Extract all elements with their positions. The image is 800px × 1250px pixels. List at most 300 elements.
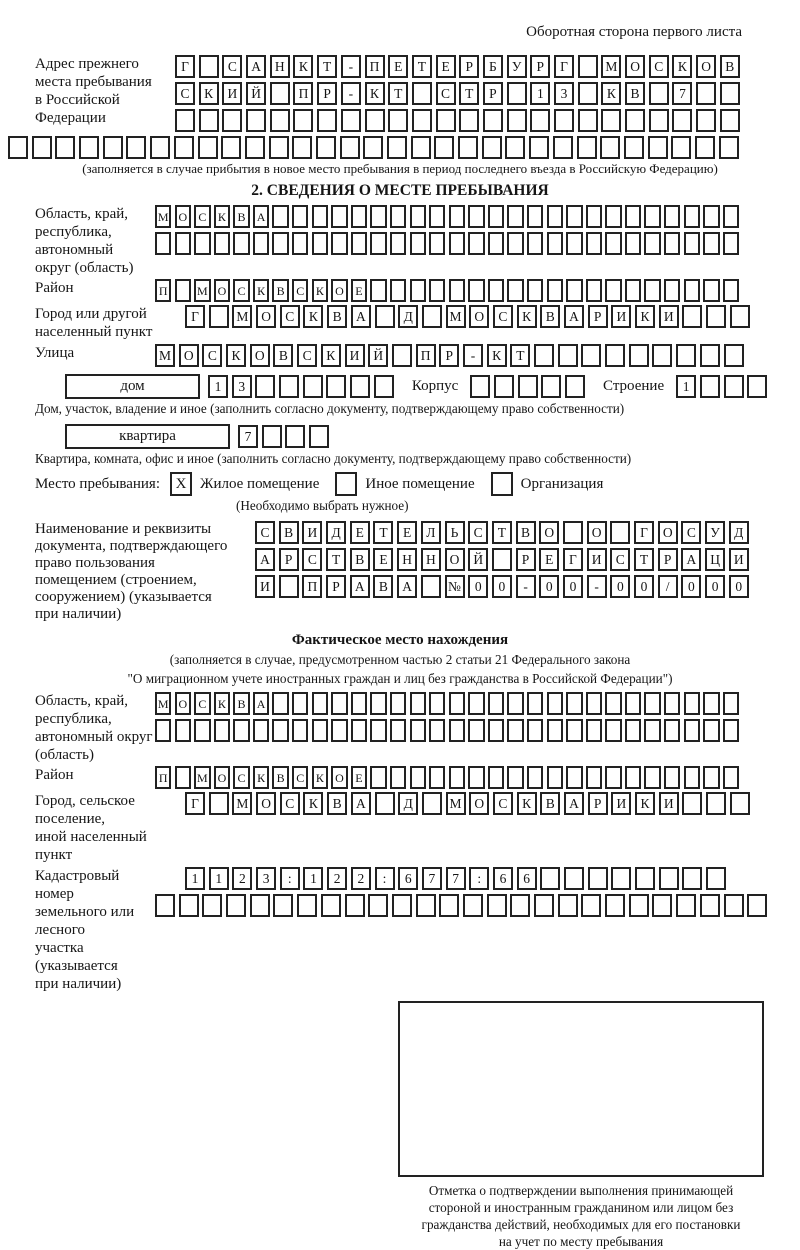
char-box[interactable] bbox=[720, 109, 740, 132]
char-box[interactable] bbox=[527, 719, 543, 742]
char-box[interactable] bbox=[547, 232, 563, 255]
char-box[interactable]: Т bbox=[492, 521, 512, 544]
char-box[interactable]: О bbox=[331, 766, 347, 789]
char-box[interactable] bbox=[605, 232, 621, 255]
char-box[interactable]: Д bbox=[398, 305, 418, 328]
char-box[interactable]: П bbox=[365, 55, 385, 78]
char-box[interactable]: К bbox=[312, 766, 328, 789]
char-box[interactable] bbox=[723, 205, 739, 228]
char-box[interactable]: 3 bbox=[554, 82, 574, 105]
char-box[interactable]: В bbox=[272, 766, 288, 789]
char-box[interactable]: Е bbox=[351, 766, 367, 789]
char-box[interactable]: Т bbox=[373, 521, 393, 544]
char-box[interactable] bbox=[209, 792, 229, 815]
char-box[interactable] bbox=[363, 136, 383, 159]
char-box[interactable] bbox=[724, 894, 744, 917]
char-box[interactable] bbox=[566, 766, 582, 789]
char-box[interactable] bbox=[317, 109, 337, 132]
char-box[interactable] bbox=[351, 205, 367, 228]
char-box[interactable] bbox=[558, 344, 578, 367]
char-box[interactable] bbox=[581, 894, 601, 917]
oblast-row-2[interactable] bbox=[155, 232, 739, 255]
char-box[interactable] bbox=[429, 279, 445, 302]
char-box[interactable]: К bbox=[672, 55, 692, 78]
char-box[interactable] bbox=[326, 375, 346, 398]
char-box[interactable]: С bbox=[610, 548, 630, 571]
char-box[interactable] bbox=[547, 719, 563, 742]
char-box[interactable]: К bbox=[312, 279, 328, 302]
char-box[interactable]: : bbox=[280, 867, 300, 890]
fact-oblast-row-2[interactable] bbox=[155, 719, 739, 742]
char-box[interactable]: С bbox=[194, 692, 210, 715]
char-box[interactable]: Р bbox=[439, 344, 459, 367]
char-box[interactable]: К bbox=[635, 792, 655, 815]
char-box[interactable] bbox=[468, 232, 484, 255]
char-box[interactable] bbox=[126, 136, 146, 159]
char-box[interactable] bbox=[412, 109, 432, 132]
char-box[interactable]: Е bbox=[350, 521, 370, 544]
char-box[interactable] bbox=[664, 692, 680, 715]
ulitsa-row[interactable] bbox=[155, 344, 744, 367]
char-box[interactable]: К bbox=[226, 344, 246, 367]
char-box[interactable] bbox=[527, 279, 543, 302]
char-box[interactable]: М bbox=[232, 305, 252, 328]
char-box[interactable] bbox=[463, 894, 483, 917]
char-box[interactable]: Г bbox=[185, 305, 205, 328]
char-box[interactable]: И bbox=[587, 548, 607, 571]
char-box[interactable] bbox=[79, 136, 99, 159]
char-box[interactable] bbox=[312, 719, 328, 742]
char-box[interactable]: В bbox=[273, 344, 293, 367]
char-box[interactable] bbox=[534, 894, 554, 917]
char-box[interactable] bbox=[720, 82, 740, 105]
char-box[interactable]: К bbox=[253, 279, 269, 302]
char-box[interactable] bbox=[507, 719, 523, 742]
char-box[interactable] bbox=[255, 375, 275, 398]
char-box[interactable]: С bbox=[493, 792, 513, 815]
char-box[interactable] bbox=[625, 719, 641, 742]
char-box[interactable] bbox=[449, 279, 465, 302]
char-box[interactable] bbox=[488, 232, 504, 255]
char-box[interactable] bbox=[246, 109, 266, 132]
char-box[interactable]: А bbox=[351, 792, 371, 815]
char-box[interactable] bbox=[439, 894, 459, 917]
char-box[interactable] bbox=[390, 232, 406, 255]
char-box[interactable] bbox=[605, 719, 621, 742]
char-box[interactable] bbox=[529, 136, 549, 159]
char-box[interactable]: И bbox=[255, 575, 275, 598]
oblast-row-1[interactable] bbox=[155, 205, 739, 228]
char-box[interactable]: С bbox=[468, 521, 488, 544]
char-box[interactable] bbox=[672, 109, 692, 132]
char-box[interactable]: О bbox=[250, 344, 270, 367]
char-box[interactable] bbox=[468, 692, 484, 715]
char-box[interactable] bbox=[507, 109, 527, 132]
char-box[interactable] bbox=[390, 719, 406, 742]
char-box[interactable] bbox=[292, 232, 308, 255]
char-box[interactable]: / bbox=[658, 575, 678, 598]
char-box[interactable]: - bbox=[463, 344, 483, 367]
char-box[interactable] bbox=[392, 344, 412, 367]
char-box[interactable] bbox=[272, 205, 288, 228]
char-box[interactable]: С bbox=[255, 521, 275, 544]
char-box[interactable] bbox=[253, 232, 269, 255]
char-box[interactable] bbox=[625, 692, 641, 715]
char-box[interactable] bbox=[321, 894, 341, 917]
char-box[interactable] bbox=[488, 719, 504, 742]
char-box[interactable] bbox=[214, 232, 230, 255]
char-box[interactable] bbox=[553, 136, 573, 159]
char-box[interactable] bbox=[723, 232, 739, 255]
char-box[interactable] bbox=[272, 692, 288, 715]
char-box[interactable]: В bbox=[625, 82, 645, 105]
gorod-row[interactable] bbox=[185, 305, 750, 328]
char-box[interactable] bbox=[566, 279, 582, 302]
char-box[interactable]: П bbox=[293, 82, 313, 105]
char-box[interactable] bbox=[422, 792, 442, 815]
char-box[interactable]: - bbox=[587, 575, 607, 598]
char-box[interactable] bbox=[664, 232, 680, 255]
char-box[interactable] bbox=[507, 205, 523, 228]
char-box[interactable]: С bbox=[280, 792, 300, 815]
prev-address-row-1[interactable] bbox=[175, 55, 740, 78]
char-box[interactable]: И bbox=[222, 82, 242, 105]
char-box[interactable] bbox=[175, 109, 195, 132]
fact-oblast-row-1[interactable] bbox=[155, 692, 739, 715]
char-box[interactable]: И bbox=[611, 792, 631, 815]
char-box[interactable] bbox=[494, 375, 514, 398]
char-box[interactable]: 6 bbox=[517, 867, 537, 890]
char-box[interactable] bbox=[703, 766, 719, 789]
char-box[interactable]: Д bbox=[326, 521, 346, 544]
char-box[interactable] bbox=[175, 232, 191, 255]
char-box[interactable] bbox=[175, 279, 191, 302]
char-box[interactable] bbox=[625, 766, 641, 789]
char-box[interactable] bbox=[194, 719, 210, 742]
char-box[interactable] bbox=[370, 692, 386, 715]
char-box[interactable]: С bbox=[175, 82, 195, 105]
char-box[interactable] bbox=[262, 425, 282, 448]
char-box[interactable]: О bbox=[625, 55, 645, 78]
char-box[interactable]: : bbox=[375, 867, 395, 890]
char-box[interactable]: М bbox=[155, 692, 171, 715]
char-box[interactable] bbox=[488, 205, 504, 228]
char-box[interactable] bbox=[625, 279, 641, 302]
char-box[interactable] bbox=[293, 109, 313, 132]
char-box[interactable] bbox=[703, 205, 719, 228]
char-box[interactable]: А bbox=[350, 575, 370, 598]
char-box[interactable]: № bbox=[445, 575, 465, 598]
char-box[interactable] bbox=[723, 279, 739, 302]
char-box[interactable]: В bbox=[720, 55, 740, 78]
char-box[interactable]: Й bbox=[368, 344, 388, 367]
char-box[interactable] bbox=[664, 719, 680, 742]
char-box[interactable] bbox=[155, 894, 175, 917]
char-box[interactable]: М bbox=[446, 792, 466, 815]
char-box[interactable]: Е bbox=[373, 548, 393, 571]
char-box[interactable] bbox=[723, 719, 739, 742]
char-box[interactable] bbox=[510, 894, 530, 917]
char-box[interactable]: 0 bbox=[729, 575, 749, 598]
char-box[interactable]: Е bbox=[436, 55, 456, 78]
char-box[interactable]: В bbox=[516, 521, 536, 544]
char-box[interactable] bbox=[518, 375, 538, 398]
char-box[interactable]: Н bbox=[421, 548, 441, 571]
char-box[interactable] bbox=[541, 375, 561, 398]
char-box[interactable] bbox=[527, 766, 543, 789]
char-box[interactable] bbox=[703, 279, 719, 302]
char-box[interactable] bbox=[272, 719, 288, 742]
char-box[interactable] bbox=[578, 55, 598, 78]
char-box[interactable]: Р bbox=[279, 548, 299, 571]
char-box[interactable]: Т bbox=[326, 548, 346, 571]
kadastr-row-1[interactable] bbox=[185, 867, 767, 890]
char-box[interactable]: С bbox=[222, 55, 242, 78]
char-box[interactable]: М bbox=[194, 766, 210, 789]
char-box[interactable]: О bbox=[256, 792, 276, 815]
char-box[interactable] bbox=[279, 575, 299, 598]
char-box[interactable] bbox=[8, 136, 28, 159]
char-box[interactable]: О bbox=[587, 521, 607, 544]
char-box[interactable]: 6 bbox=[493, 867, 513, 890]
char-box[interactable]: Р bbox=[588, 305, 608, 328]
char-box[interactable]: К bbox=[293, 55, 313, 78]
char-box[interactable]: П bbox=[155, 766, 171, 789]
char-box[interactable]: А bbox=[255, 548, 275, 571]
char-box[interactable] bbox=[664, 279, 680, 302]
char-box[interactable] bbox=[652, 344, 672, 367]
char-box[interactable] bbox=[436, 109, 456, 132]
char-box[interactable] bbox=[390, 279, 406, 302]
char-box[interactable] bbox=[682, 867, 702, 890]
char-box[interactable]: В bbox=[327, 305, 347, 328]
char-box[interactable] bbox=[565, 375, 585, 398]
char-box[interactable]: М bbox=[601, 55, 621, 78]
char-box[interactable] bbox=[482, 136, 502, 159]
char-box[interactable]: С bbox=[233, 766, 249, 789]
char-box[interactable]: С bbox=[493, 305, 513, 328]
char-box[interactable]: С bbox=[233, 279, 249, 302]
char-box[interactable] bbox=[270, 82, 290, 105]
char-box[interactable] bbox=[312, 205, 328, 228]
char-box[interactable] bbox=[487, 894, 507, 917]
char-box[interactable] bbox=[605, 279, 621, 302]
char-box[interactable] bbox=[273, 894, 293, 917]
char-box[interactable]: Н bbox=[397, 548, 417, 571]
char-box[interactable] bbox=[540, 867, 560, 890]
char-box[interactable]: А bbox=[681, 548, 701, 571]
char-box[interactable]: 0 bbox=[468, 575, 488, 598]
char-box[interactable] bbox=[103, 136, 123, 159]
char-box[interactable]: К bbox=[214, 692, 230, 715]
char-box[interactable] bbox=[507, 82, 527, 105]
char-box[interactable] bbox=[468, 279, 484, 302]
char-box[interactable] bbox=[174, 136, 194, 159]
char-box[interactable]: М bbox=[232, 792, 252, 815]
char-box[interactable] bbox=[233, 232, 249, 255]
char-box[interactable]: 1 bbox=[676, 375, 696, 398]
char-box[interactable]: К bbox=[303, 792, 323, 815]
char-box[interactable]: Р bbox=[516, 548, 536, 571]
prev-address-row-3[interactable] bbox=[175, 109, 740, 132]
char-box[interactable]: К bbox=[601, 82, 621, 105]
char-box[interactable] bbox=[341, 109, 361, 132]
char-box[interactable]: В bbox=[350, 548, 370, 571]
char-box[interactable] bbox=[684, 719, 700, 742]
char-box[interactable]: 0 bbox=[610, 575, 630, 598]
char-box[interactable] bbox=[682, 305, 702, 328]
char-box[interactable]: Б bbox=[483, 55, 503, 78]
char-box[interactable] bbox=[292, 205, 308, 228]
char-box[interactable] bbox=[468, 766, 484, 789]
char-box[interactable] bbox=[55, 136, 75, 159]
char-box[interactable] bbox=[696, 82, 716, 105]
dom-number-row[interactable] bbox=[208, 375, 394, 398]
char-box[interactable] bbox=[629, 344, 649, 367]
char-box[interactable] bbox=[345, 894, 365, 917]
char-box[interactable] bbox=[410, 766, 426, 789]
char-box[interactable] bbox=[351, 692, 367, 715]
char-box[interactable] bbox=[586, 232, 602, 255]
char-box[interactable] bbox=[390, 692, 406, 715]
char-box[interactable]: Р bbox=[530, 55, 550, 78]
char-box[interactable]: В bbox=[279, 521, 299, 544]
char-box[interactable]: Р bbox=[588, 792, 608, 815]
char-box[interactable]: 7 bbox=[238, 425, 258, 448]
char-box[interactable] bbox=[198, 136, 218, 159]
char-box[interactable]: А bbox=[253, 205, 269, 228]
checkbox-organizatsiya[interactable] bbox=[491, 472, 513, 496]
char-box[interactable] bbox=[644, 719, 660, 742]
char-box[interactable] bbox=[601, 109, 621, 132]
char-box[interactable]: 2 bbox=[232, 867, 252, 890]
prev-address-row-4[interactable] bbox=[8, 136, 800, 159]
char-box[interactable]: А bbox=[253, 692, 269, 715]
char-box[interactable]: В bbox=[233, 692, 249, 715]
char-box[interactable]: С bbox=[280, 305, 300, 328]
char-box[interactable]: К bbox=[365, 82, 385, 105]
char-box[interactable]: 0 bbox=[681, 575, 701, 598]
char-box[interactable] bbox=[370, 205, 386, 228]
char-box[interactable]: И bbox=[659, 792, 679, 815]
char-box[interactable]: 1 bbox=[185, 867, 205, 890]
char-box[interactable] bbox=[684, 205, 700, 228]
char-box[interactable] bbox=[566, 232, 582, 255]
char-box[interactable]: С bbox=[292, 766, 308, 789]
char-box[interactable] bbox=[605, 344, 625, 367]
char-box[interactable] bbox=[586, 719, 602, 742]
char-box[interactable]: 1 bbox=[209, 867, 229, 890]
char-box[interactable] bbox=[449, 205, 465, 228]
char-box[interactable] bbox=[303, 375, 323, 398]
char-box[interactable]: Г bbox=[563, 548, 583, 571]
char-box[interactable]: О bbox=[469, 305, 489, 328]
char-box[interactable]: О bbox=[256, 305, 276, 328]
char-box[interactable] bbox=[488, 766, 504, 789]
char-box[interactable]: П bbox=[155, 279, 171, 302]
char-box[interactable] bbox=[214, 719, 230, 742]
char-box[interactable]: М bbox=[155, 205, 171, 228]
char-box[interactable] bbox=[410, 232, 426, 255]
char-box[interactable]: Р bbox=[317, 82, 337, 105]
char-box[interactable] bbox=[684, 692, 700, 715]
char-box[interactable] bbox=[468, 719, 484, 742]
char-box[interactable]: 1 bbox=[208, 375, 228, 398]
char-box[interactable] bbox=[534, 344, 554, 367]
char-box[interactable] bbox=[703, 232, 719, 255]
doc-row-3[interactable] bbox=[255, 575, 749, 598]
char-box[interactable] bbox=[558, 894, 578, 917]
kadastr-row-2[interactable] bbox=[155, 894, 767, 917]
char-box[interactable] bbox=[449, 766, 465, 789]
char-box[interactable]: С bbox=[302, 548, 322, 571]
char-box[interactable] bbox=[586, 205, 602, 228]
char-box[interactable] bbox=[390, 766, 406, 789]
char-box[interactable]: Р bbox=[483, 82, 503, 105]
char-box[interactable]: Г bbox=[554, 55, 574, 78]
char-box[interactable]: Л bbox=[421, 521, 441, 544]
char-box[interactable] bbox=[624, 136, 644, 159]
raion-row[interactable] bbox=[155, 279, 739, 302]
char-box[interactable] bbox=[684, 766, 700, 789]
char-box[interactable] bbox=[644, 279, 660, 302]
char-box[interactable] bbox=[577, 136, 597, 159]
char-box[interactable] bbox=[730, 305, 750, 328]
char-box[interactable]: Т bbox=[412, 55, 432, 78]
char-box[interactable] bbox=[706, 305, 726, 328]
char-box[interactable]: С bbox=[436, 82, 456, 105]
char-box[interactable] bbox=[331, 205, 347, 228]
char-box[interactable] bbox=[365, 109, 385, 132]
char-box[interactable] bbox=[411, 136, 431, 159]
char-box[interactable] bbox=[351, 719, 367, 742]
char-box[interactable] bbox=[747, 375, 767, 398]
char-box[interactable] bbox=[412, 82, 432, 105]
char-box[interactable] bbox=[429, 232, 445, 255]
doc-row-1[interactable] bbox=[255, 521, 749, 544]
char-box[interactable] bbox=[578, 109, 598, 132]
char-box[interactable]: К bbox=[321, 344, 341, 367]
char-box[interactable] bbox=[724, 375, 744, 398]
char-box[interactable] bbox=[449, 692, 465, 715]
char-box[interactable] bbox=[459, 109, 479, 132]
char-box[interactable] bbox=[155, 232, 171, 255]
char-box[interactable]: О bbox=[214, 766, 230, 789]
char-box[interactable] bbox=[468, 205, 484, 228]
char-box[interactable] bbox=[700, 894, 720, 917]
char-box[interactable] bbox=[374, 375, 394, 398]
char-box[interactable] bbox=[312, 232, 328, 255]
char-box[interactable] bbox=[649, 82, 669, 105]
char-box[interactable] bbox=[644, 205, 660, 228]
char-box[interactable] bbox=[388, 109, 408, 132]
char-box[interactable] bbox=[700, 375, 720, 398]
char-box[interactable] bbox=[429, 719, 445, 742]
char-box[interactable]: 1 bbox=[530, 82, 550, 105]
char-box[interactable] bbox=[586, 692, 602, 715]
char-box[interactable]: 0 bbox=[705, 575, 725, 598]
char-box[interactable] bbox=[578, 82, 598, 105]
char-box[interactable]: М bbox=[155, 344, 175, 367]
char-box[interactable] bbox=[410, 205, 426, 228]
char-box[interactable]: Т bbox=[317, 55, 337, 78]
char-box[interactable]: А bbox=[351, 305, 371, 328]
char-box[interactable] bbox=[209, 305, 229, 328]
char-box[interactable]: К bbox=[517, 792, 537, 815]
char-box[interactable] bbox=[652, 894, 672, 917]
char-box[interactable] bbox=[309, 425, 329, 448]
char-box[interactable] bbox=[659, 867, 679, 890]
